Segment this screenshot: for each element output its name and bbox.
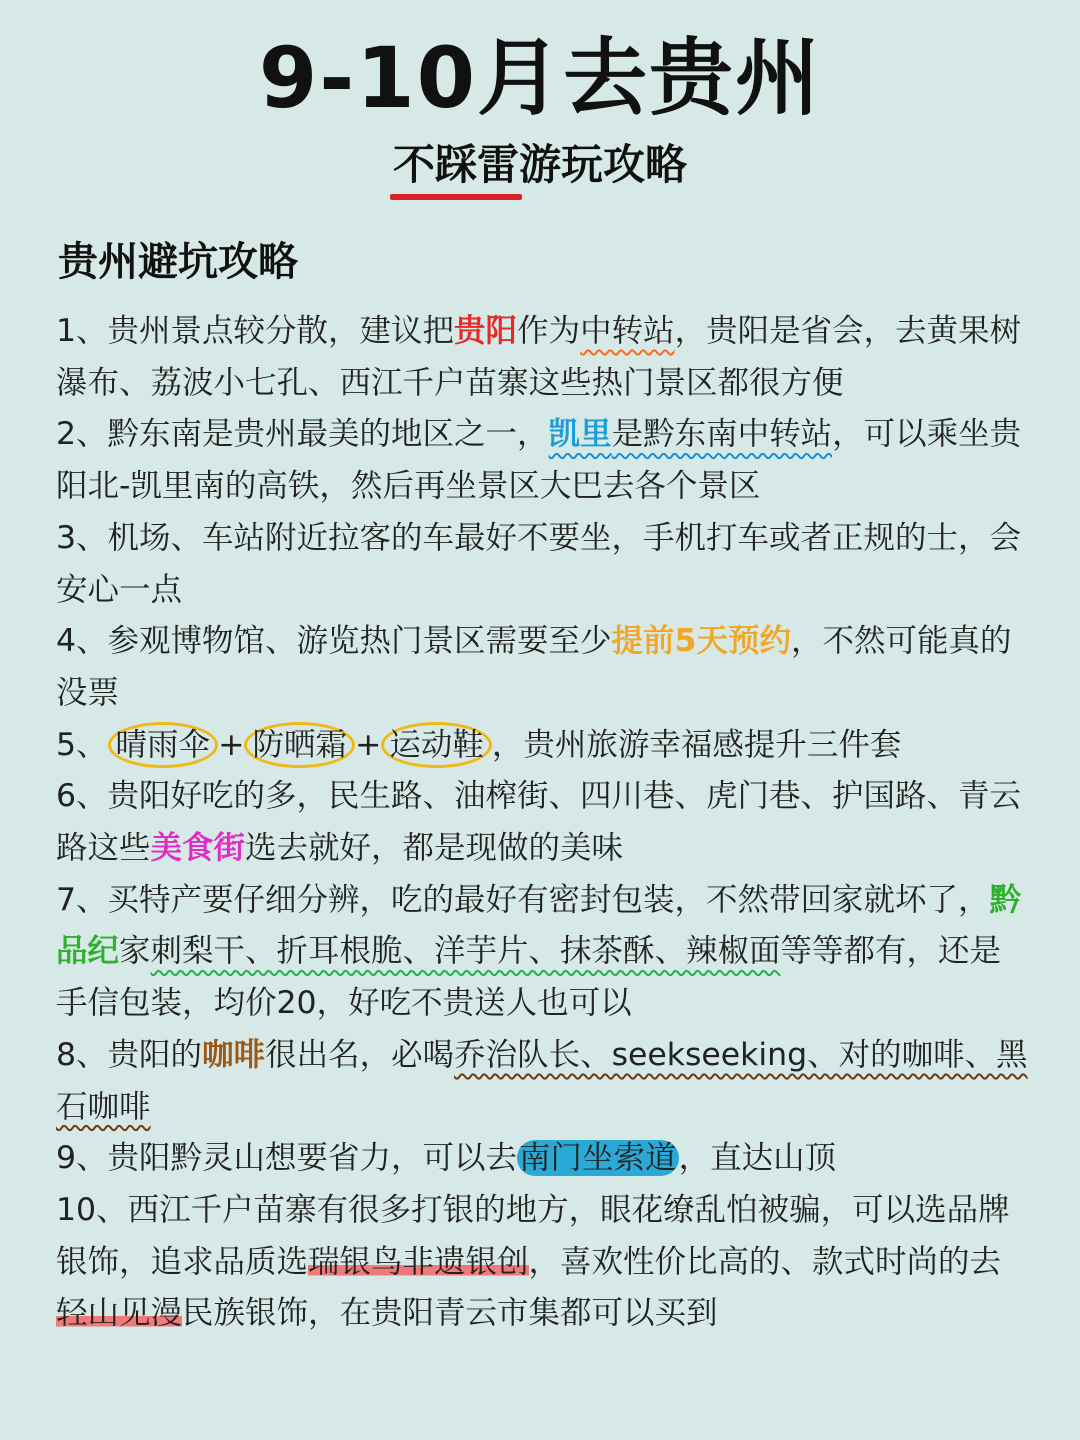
page-title: 9-10月去贵州: [258, 29, 822, 127]
tip-10-highlight-1: 瑞银鸟非遗银创: [308, 1243, 529, 1280]
subtitle-underline: [390, 194, 522, 200]
tip-7: 7、买特产要仔细分辨，吃的最好有密封包装，不然带回家就坏了，黔品纪家刺梨干、折耳根脆、洋芋片、抹茶酥、辣椒面等等都有，还是手信包装，均价20，好吃不贵送人也可以: [56, 881, 1022, 1022]
tip-10: 10、西江千户苗寨有很多打银的地方，眼花缭乱怕被骗，可以选品牌银饰，追求品质选瑞银鸟非遗银创，喜欢性价比高的、款式时尚的去轻山见漫民族银饰，在贵阳青云市集都可以买到: [56, 1191, 1010, 1332]
tip-2-highlight: 凯里: [548, 416, 612, 453]
tip-4: 4、参观博物馆、游览热门景区需要至少提前5天预约，不然可能真的没票: [56, 623, 1012, 711]
tip-5-circle-sunscreen: 防晒霜: [244, 722, 355, 768]
tip-4-highlight: 提前5天预约: [611, 623, 791, 660]
tip-2-wavy: 凯里是黔东南中转站: [548, 416, 833, 453]
tip-9: 9、贵阳黔灵山想要省力，可以去南门坐索道，直达山顶: [56, 1140, 837, 1177]
tip-1-wavy: 中转站: [580, 313, 675, 349]
tip-10-highlight-2: 轻山见漫: [56, 1295, 183, 1332]
tip-8: 8、贵阳的咖啡很出名，必喝乔治队长、seekseeking、对的咖啡、黑石咖啡: [56, 1036, 1028, 1125]
tip-7-highlight: 黔品纪: [56, 881, 1022, 970]
tip-7-wavy: 刺梨干、折耳根脆、洋芋片、抹茶酥、辣椒面: [150, 933, 781, 970]
tip-5-circle-umbrella: 晴雨伞: [108, 722, 219, 768]
tip-5: 5、 晴雨伞 + 防晒霜 + 运动鞋 ，贵州旅游幸福感提升三件套: [56, 720, 1031, 772]
section-heading: 贵州避坑攻略: [58, 239, 298, 285]
tip-8-highlight: 咖啡: [202, 1036, 266, 1073]
tip-9-highlight: 南门坐索道: [519, 1140, 677, 1177]
tip-2: 2、黔东南是贵州最美的地区之一，凯里是黔东南中转站，可以乘坐贵阳北-凯里南的高铁，然后再坐景区大巴去各个景区: [56, 416, 1022, 505]
tip-1: 1、贵州景点较分散，建议把贵阳作为中转站，贵阳是省会，去黄果树瀑布、荔波小七孔、西江千户苗寨这些热门景区都很方便: [56, 313, 1022, 401]
tips-list: [56, 306, 1031, 1340]
page-subtitle: 不踩雷游玩攻略: [392, 140, 687, 189]
tip-6: 6、贵阳好吃的多，民生路、油榨街、四川巷、虎门巷、护国路、青云路这些美食街选去就好，都是现做的美味: [56, 778, 1022, 867]
tip-3: 3、机场、车站附近拉客的车最好不要坐，手机打车或者正规的士，会安心一点: [56, 519, 1022, 608]
tip-1-highlight: 贵阳: [454, 313, 518, 349]
tip-5-circle-shoes: 运动鞋: [381, 722, 492, 768]
tip-6-highlight: 美食街: [150, 830, 246, 867]
tip-8-wavy: 乔治队长、seekseeking、对的咖啡、黑石咖啡: [56, 1036, 1028, 1125]
